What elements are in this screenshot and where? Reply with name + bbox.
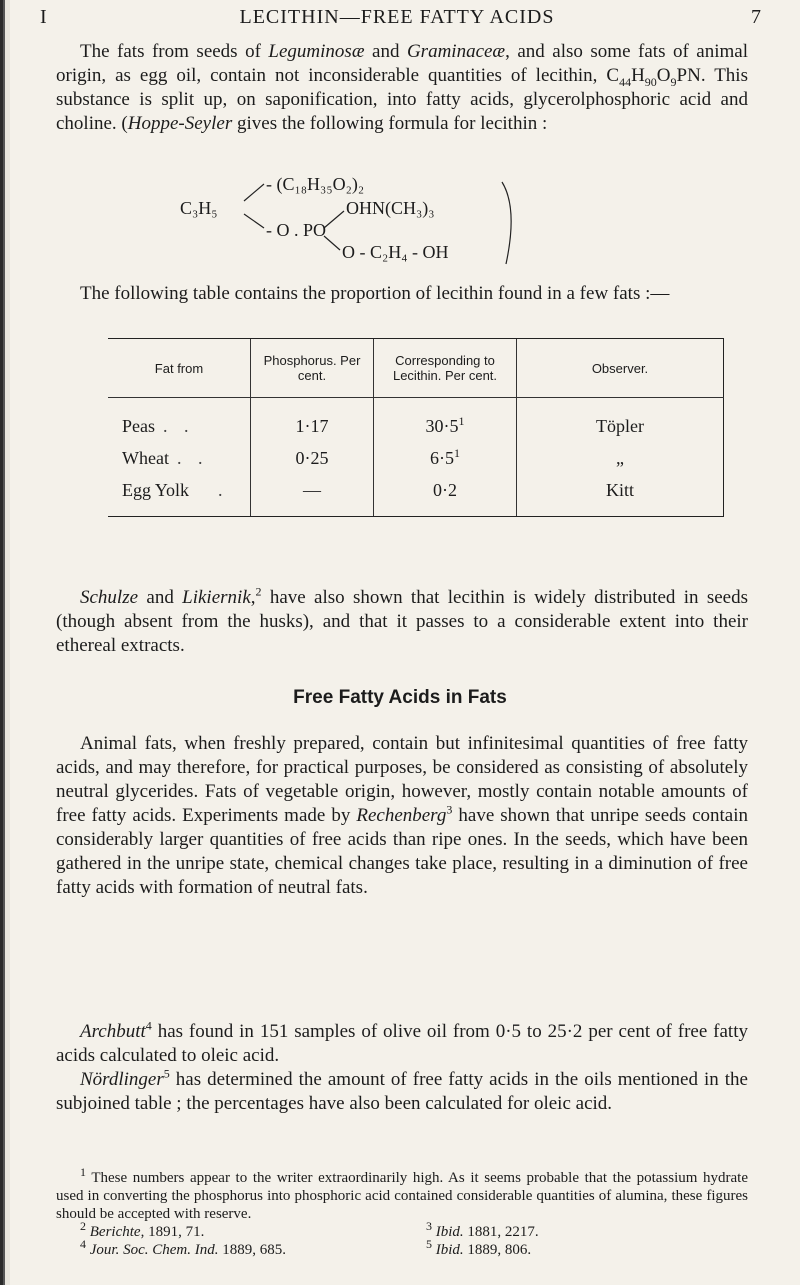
lecithin-formula <box>180 174 580 268</box>
running-title: LECITHIN—FREE FATTY ACIDS <box>239 6 555 28</box>
footnote-ref: 5 <box>163 1066 170 1081</box>
footnote-text: 1889, 806. <box>463 1242 532 1258</box>
lecithin-table <box>108 338 724 517</box>
cell-phosphorus: 1·17 <box>251 398 374 443</box>
text-run-italic: Rechenberg <box>356 805 447 826</box>
footnote-number: 3 <box>426 1219 432 1233</box>
lecithin-value: 30·5 <box>425 415 459 436</box>
text-run: H <box>631 65 645 86</box>
footnote-ref: 2 <box>255 584 262 599</box>
header-fat-from: Fat from <box>108 339 251 398</box>
formula-acyl: - (C₁₈H₃₅O₂)₂ <box>266 174 365 194</box>
cell-observer: Töpler <box>517 398 724 443</box>
cell-fat: Peas . . <box>122 415 195 436</box>
formula-po: - O . PO <box>266 220 327 240</box>
cell-fat: Egg Yolk . <box>108 474 251 517</box>
footnote-number: 4 <box>80 1237 86 1251</box>
text-run: have shown that unripe seeds contain considerably larger quantities of free acids than ripe ones. In the seeds, which have been gathered in the unripe state, chemical changes take place, resulting in a diminution of free fatty acids with formation of neutral fats. <box>56 805 748 898</box>
table-row <box>108 474 724 517</box>
chapter-number: I <box>40 6 48 28</box>
table-row <box>108 398 724 443</box>
lecithin-value: 0·2 <box>433 479 457 500</box>
page-number: 7 <box>751 6 762 28</box>
cell-phosphorus: 0·25 <box>251 442 374 474</box>
text-run: gives the following formula for lecithin : <box>232 113 548 134</box>
footnote-source: Ibid. <box>435 1242 464 1258</box>
formula-c3h5: C₃H₅ <box>180 198 218 218</box>
subscript: 90 <box>644 74 657 89</box>
footnote-ref: 3 <box>446 802 453 817</box>
text-run: PN. This substance is split up, on saponification, into fatty acids, glycerolphosphoric acid and choline. ( <box>56 65 748 134</box>
cell-lecithin <box>374 474 517 517</box>
text-run: has found in 151 samples of olive oil from 0·5 to 25·2 per cent of free fatty acids calculated to oleic acid. <box>56 1021 748 1066</box>
footnote-ref: 1 <box>458 413 465 428</box>
schulze-paragraph <box>56 586 748 658</box>
text-run: have also shown that lecithin is widely distributed in seeds (though absent from the husks), and that it passes to a considerable extent into their ethereal extracts. <box>56 587 748 656</box>
lecithin-value: 6·5 <box>430 447 454 468</box>
header-observer: Observer. <box>517 339 724 398</box>
text-run-italic: Schulze <box>80 587 139 608</box>
footnote-source: Ibid. <box>435 1224 464 1240</box>
footnote-number: 1 <box>80 1165 86 1179</box>
formula-ohn: OHN(CH₃)₃ <box>346 198 435 218</box>
text-run: has determined the amount of free fatty acids in the oils mentioned in the subjoined table ; the percentages have also been calculated for oleic acid. <box>56 1069 748 1114</box>
footnote-source: Berichte <box>89 1224 141 1240</box>
footnote-text: These numbers appear to the writer extraordinarily high. As it seems probable that the potassium hydrate used in converting the phosphorus into phosphoric acid contained considerable quantities of alumina, these figures should be accepted with reserve. <box>56 1170 748 1222</box>
text-run: and <box>138 587 183 608</box>
text-run: , <box>250 587 256 608</box>
cell-observer: Kitt <box>517 474 724 517</box>
subscript: 44 <box>619 74 632 89</box>
fatty-acids-paragraph <box>56 732 748 900</box>
text-run: Animal fats, when freshly prepared, contain but infinitesimal quantities of free fatty acids, and may therefore, for practical purposes, be considered as consisting of absolutely neutral glycerides. Fats of vegetable origin, however, mostly contain notable amounts of free fatty acids. Experiments made by <box>56 733 748 826</box>
text-run: , and also some fats of animal origin, as egg oil, contain not inconsiderable quantities of lecithin, C <box>56 41 749 86</box>
section-heading: Free Fatty Acids in Fats <box>293 687 507 708</box>
table-intro <box>56 282 748 306</box>
text-run-italic: Hoppe-Seyler <box>127 113 233 134</box>
footnote-row <box>56 1219 748 1241</box>
text-run: The fats from seeds of <box>80 41 269 62</box>
footnote-4 <box>56 1237 286 1258</box>
footnote-text: 1881, 2217. <box>463 1224 539 1240</box>
footnotes <box>56 1165 748 1259</box>
text-run: and <box>364 41 407 62</box>
footnote-source: Jour. Soc. Chem. Ind. <box>89 1242 219 1258</box>
table-header-row <box>108 339 724 398</box>
text-run-italic: Leguminosæ <box>268 41 365 62</box>
header-phosphorus: Phosphorus. Per cent. <box>251 339 374 398</box>
fat-name: Egg Yolk <box>122 479 190 500</box>
lecithin-paragraph <box>56 40 748 136</box>
header-lecithin: Corresponding to Lecithin. Per cent. <box>374 339 517 398</box>
cell-phosphorus: — <box>251 474 374 517</box>
formula-chain: O - C₂H₄ - OH <box>342 242 449 262</box>
text-run-italic: Archbutt <box>80 1021 146 1042</box>
footnote-3 <box>426 1219 539 1241</box>
footnote-number: 2 <box>80 1219 86 1233</box>
fat-name: Peas <box>122 415 155 436</box>
footnote-2 <box>56 1219 205 1240</box>
text-run-italic: Likiernik <box>182 587 251 608</box>
nordlinger-paragraph <box>56 1068 748 1116</box>
fat-name: Wheat <box>122 447 169 468</box>
text-run-italic: Graminaceæ <box>406 41 506 62</box>
text-run-italic: Nördlinger <box>80 1069 164 1090</box>
text-run: O <box>656 65 671 86</box>
footnote-number: 5 <box>426 1237 432 1251</box>
table-row <box>108 442 724 474</box>
running-head <box>32 4 762 32</box>
footnote-ref: 4 <box>145 1018 152 1033</box>
footnote-1 <box>56 1165 748 1223</box>
footnote-text: , 1891, 71. <box>140 1224 205 1240</box>
archbutt-paragraph <box>56 1020 748 1068</box>
footnote-text: 1889, 685. <box>218 1242 286 1258</box>
footnote-row <box>56 1237 748 1259</box>
cell-observer: „ <box>517 442 724 474</box>
subscript: 9 <box>670 74 677 89</box>
cell-lecithin <box>374 442 517 474</box>
footnote-5 <box>426 1237 532 1259</box>
cell-lecithin <box>374 398 517 443</box>
cell-fat: Wheat . . <box>122 447 209 468</box>
footnote-ref: 1 <box>454 445 460 460</box>
text-run: The following table contains the proportion of lecithin found in a few fats :— <box>80 283 670 304</box>
